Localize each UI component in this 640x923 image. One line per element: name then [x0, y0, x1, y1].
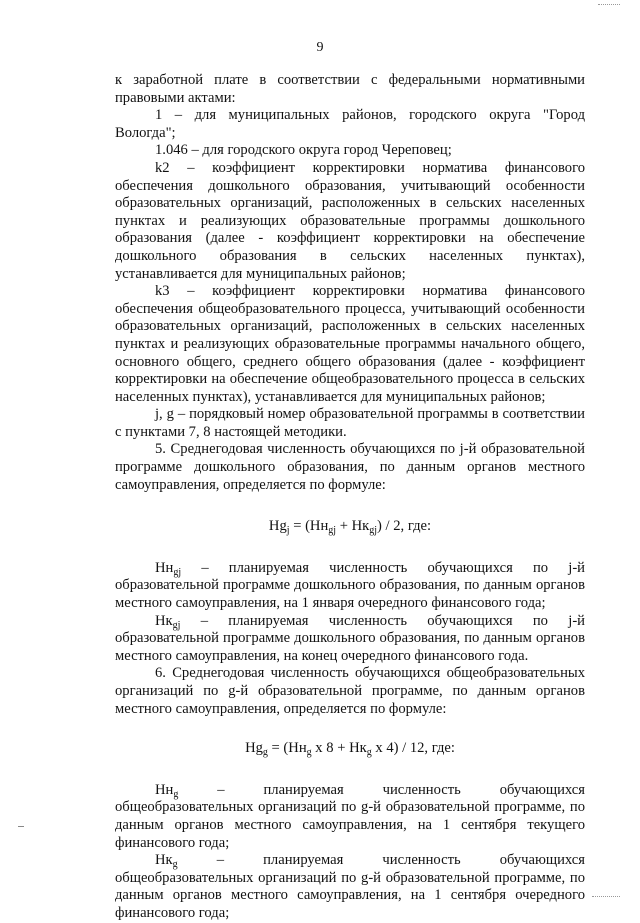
formula-2-sub: g [366, 747, 372, 759]
symbol: Нк [155, 852, 173, 869]
paragraph: k3 – коэффициент корректировки норматива финансового обеспечения общеобразовательного процесса, учитывающий особенности образовательных организаций, расположенных в сельских населенных пунктах и реализующих образовательные программы начального общего, основного общего, среднего общего образования (далее - коэффициент корректировки на обеспечение общеобразовательного процесса в сельских населенных пунктах), устанавливается для муниципальных районов; [115, 283, 585, 405]
scan-artifact [592, 896, 620, 897]
scan-artifact [18, 826, 24, 827]
paragraph [115, 782, 585, 852]
paragraph: 6. Среднегодовая численность обучающихся общеобразовательных организаций по g-й образовательной программе, по данным органов местного самоуправления, определяется по формуле: [115, 665, 585, 717]
symbol: Нн [155, 781, 174, 798]
paragraph: 1.046 – для городского округа город Череповец; [155, 142, 452, 159]
paragraph [115, 613, 585, 666]
formula-1-sub: j [286, 525, 290, 537]
scan-artifact [598, 4, 620, 5]
definition: – планируемая численность обучающихся общеобразовательных организаций по g-й образовательной программе, по данным органов местного самоуправления, на 1 сентября текущего финансового года; [115, 781, 585, 851]
symbol: Нн [155, 559, 174, 576]
page-number: 9 [316, 40, 324, 55]
definition: – планируемая численность обучающихся общеобразовательных организаций по g-й образовательной программе, по данным органов местного самоуправления, на 1 сентября очередного финансового года; [115, 852, 585, 921]
formula-2-part: = (Нн [267, 740, 307, 757]
paragraph: k2 – коэффициент корректировки норматива финансового обеспечения дошкольного образования, учитывающий особенности образовательных организаций, расположенных в сельских населенных пунктах и реализующих образовательные программы дошкольного образования (далее - коэффициент корректировки на обеспечение дошкольного образования в сельских населенных пунктах), устанавливается для муниципальных районов; [115, 159, 585, 282]
paragraph: j, g – порядковый номер образовательной программы в соответствии с пунктами 7, 8 настоящей методики. [115, 406, 585, 440]
formula-1-part: Нg [268, 518, 287, 535]
formula-1-sub: gj [328, 525, 337, 537]
formula-1-sub: gj [369, 525, 378, 537]
formula-2 [115, 740, 585, 758]
symbol-sub: gj [173, 566, 182, 578]
paragraph: 1 – для муниципальных районов, городского округа "Город Вологда"; [115, 107, 585, 141]
formula-2-part: x 8 + Нк [311, 740, 367, 757]
formula-2-sub: g [262, 747, 268, 759]
formula-1 [115, 518, 585, 536]
formula-1-part: + Нк [336, 518, 370, 535]
formula-1-part: = (Нн [289, 518, 329, 535]
symbol-sub: gj [172, 619, 181, 631]
paragraph [115, 852, 585, 922]
paragraph [115, 560, 585, 613]
formula-2-sub: g [306, 747, 312, 759]
document-body [115, 72, 585, 923]
paragraph: к заработной плате в соответствии с федеральными нормативными правовыми актами: [115, 72, 585, 106]
symbol: Нк [155, 612, 173, 629]
definition: – планируемая численность обучающихся по j-й образовательной программе дошкольного образования, по данным органов местного самоуправления, на конец очередного финансового года. [115, 612, 585, 664]
symbol-sub: g [173, 788, 179, 800]
formula-2-part: Нg [245, 740, 263, 757]
definition: – планируемая численность обучающихся по j-й образовательной программе дошкольного образования, по данным органов местного самоуправления, на 1 января очередного финансового года; [115, 559, 585, 612]
paragraph: 5. Среднегодовая численность обучающихся по j-й образовательной программе дошкольного образования, по данным органов местного самоуправления, определяется по формуле: [115, 441, 585, 493]
formula-2-part: x 4) / 12, где: [371, 740, 455, 757]
symbol-sub: g [172, 859, 178, 871]
formula-1-part: ) / 2, где: [377, 518, 432, 535]
